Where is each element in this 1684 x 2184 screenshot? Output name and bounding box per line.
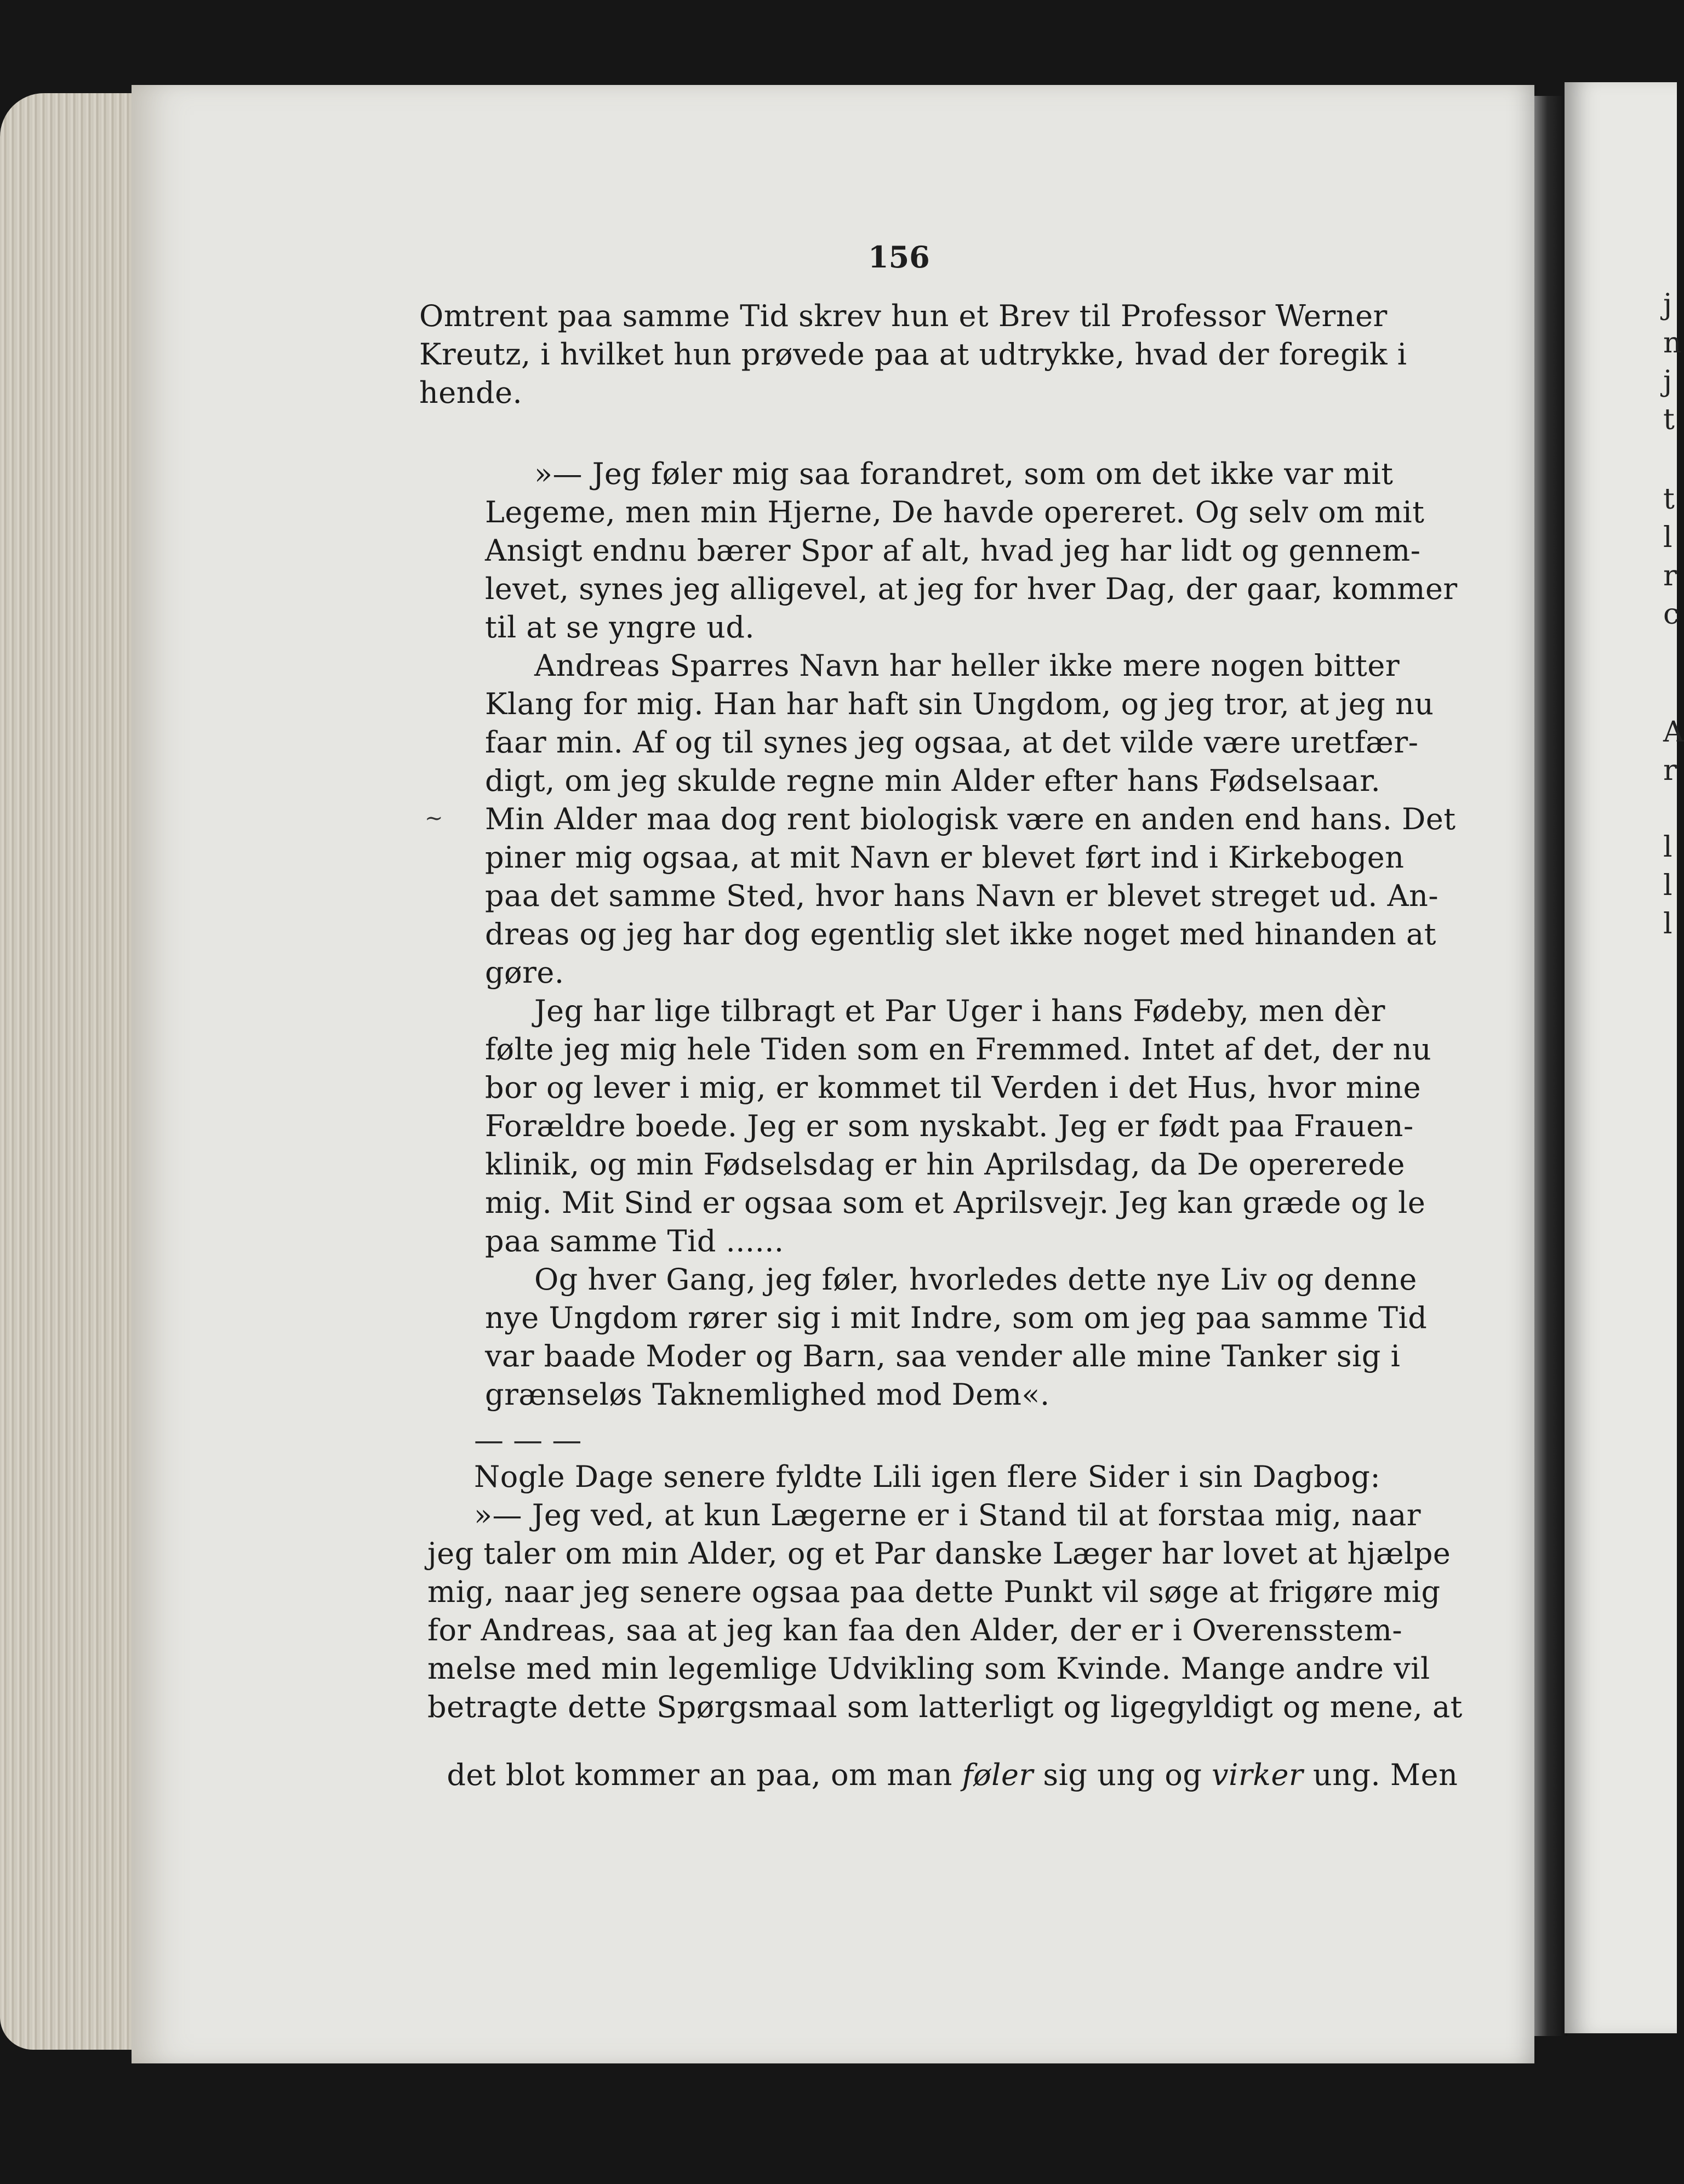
facing-page-fragment: n — [1663, 327, 1682, 360]
text-line-last — [427, 1731, 1458, 1792]
facing-page-fragment: r — [1663, 560, 1677, 592]
text-line: paa det samme Sted, hvor hans Navn er blevet streget ud. An- — [485, 879, 1439, 913]
text-line: digt, om jeg skulde regne min Alder efter hans Fødselsaar. — [485, 763, 1381, 798]
text-line: bor og lever i mig, er kommet til Verden i det Hus, hvor mine — [485, 1070, 1422, 1105]
text-line: gøre. — [485, 955, 564, 990]
text-line: Omtrent paa samme Tid skrev hun et Brev til Professor Werner — [419, 299, 1388, 333]
facing-page-fragment: l — [1663, 831, 1672, 864]
text-line: Nogle Dage senere fyldte Lili igen flere Sider i sin Dagbog: — [474, 1459, 1381, 1494]
emphasis-foler: føler — [962, 1758, 1034, 1792]
text-line: mig. Mit Sind er ogsaa som et Aprilsvejr. Jeg kan græde og le — [485, 1185, 1426, 1220]
facing-page-fragment: t — [1663, 483, 1675, 516]
text-line: Kreutz, i hvilket hun prøvede paa at udtrykke, hvad der foregik i — [419, 337, 1407, 372]
text-line: paa samme Tid ...... — [485, 1224, 784, 1258]
text-line: »— Jeg føler mig saa forandret, som om det ikke var mit — [534, 457, 1394, 491]
text-line: Ansigt endnu bærer Spor af alt, hvad jeg har lidt og gennem- — [485, 533, 1421, 568]
text-line: klinik, og min Fødselsdag er hin Aprilsdag, da De opererede — [485, 1147, 1405, 1182]
text-line: »— Jeg ved, at kun Lægerne er i Stand til at forstaa mig, naar — [474, 1498, 1422, 1532]
text-line: levet, synes jeg alligevel, at jeg for hver Dag, der gaar, kommer — [485, 572, 1458, 606]
text-line: Forældre boede. Jeg er som nyskabt. Jeg er født paa Frauen- — [485, 1109, 1414, 1143]
text-line: Jeg har lige tilbragt et Par Uger i hans Fødeby, men dèr — [534, 994, 1385, 1028]
last-line-part1: det blot kommer an paa, om man — [447, 1758, 962, 1792]
page-number: 156 — [868, 240, 930, 275]
text-line: Min Alder maa dog rent biologisk være en anden end hans. Det — [485, 802, 1456, 836]
facing-page-fragment: j — [1663, 365, 1672, 398]
facing-page-fragment: r — [1663, 754, 1677, 787]
text-line: piner mig ogsaa, at mit Navn er blevet ført ind i Kirkebogen — [485, 840, 1405, 875]
text-line: Legeme, men min Hjerne, De havde opereret. Og selv om mit — [485, 495, 1425, 529]
emphasis-virker: virker — [1212, 1758, 1304, 1792]
text-line: Og hver Gang, jeg føler, hvorledes dette nye Liv og denne — [534, 1262, 1417, 1297]
text-line: til at se yngre ud. — [485, 610, 755, 645]
text-line: grænseløs Taknemlighed mod Dem«. — [485, 1377, 1050, 1412]
facing-page-fragment: l — [1663, 869, 1672, 902]
text-line: betragte dette Spørgsmaal som latterligt og ligegyldigt og mene, at — [427, 1690, 1463, 1724]
text-line: jeg taler om min Alder, og et Par danske Læger har lovet at hjælpe — [427, 1536, 1451, 1571]
text-line: melse med min legemlige Udvikling som Kvinde. Mange andre vil — [427, 1651, 1430, 1686]
text-line: for Andreas, saa at jeg kan faa den Alder, der er i Overensstem- — [427, 1613, 1403, 1647]
facing-page-fragment: A — [1663, 716, 1684, 749]
facing-page-fragment: l — [1663, 908, 1672, 940]
text-line: Klang for mig. Han har haft sin Ungdom, og jeg tror, at jeg nu — [485, 687, 1434, 721]
text-line: faar min. Af og til synes jeg ogsaa, at det vilde være uretfær- — [485, 725, 1419, 760]
text-line: dreas og jeg har dog egentlig slet ikke noget med hinanden at — [485, 917, 1436, 951]
text-line: Andreas Sparres Navn har heller ikke mere nogen bitter — [534, 648, 1400, 683]
text-line: følte jeg mig hele Tiden som en Fremmed. Intet af det, der nu — [485, 1032, 1432, 1067]
last-line-part2: sig ung og — [1033, 1758, 1212, 1792]
text-line: mig, naar jeg senere ogsaa paa dette Punkt vil søge at frigøre mig — [427, 1575, 1441, 1609]
text-line: var baade Moder og Barn, saa vender alle mine Tanker sig i — [485, 1339, 1401, 1373]
facing-page-fragment: c — [1663, 598, 1680, 631]
text-line: nye Ungdom rører sig i mit Indre, som om jeg paa samme Tid — [485, 1301, 1428, 1335]
text-line: hende. — [419, 375, 523, 410]
section-separator: — — — — [474, 1423, 582, 1457]
last-line-part3: ung. Men — [1303, 1758, 1458, 1792]
facing-page-fragment: j — [1663, 288, 1672, 321]
facing-page — [1565, 82, 1680, 2033]
facing-page-fragment: t — [1663, 403, 1675, 436]
facing-page-fragment: l — [1663, 521, 1672, 554]
margin-mark: ~ — [425, 806, 443, 831]
book-gutter — [1534, 96, 1567, 2036]
